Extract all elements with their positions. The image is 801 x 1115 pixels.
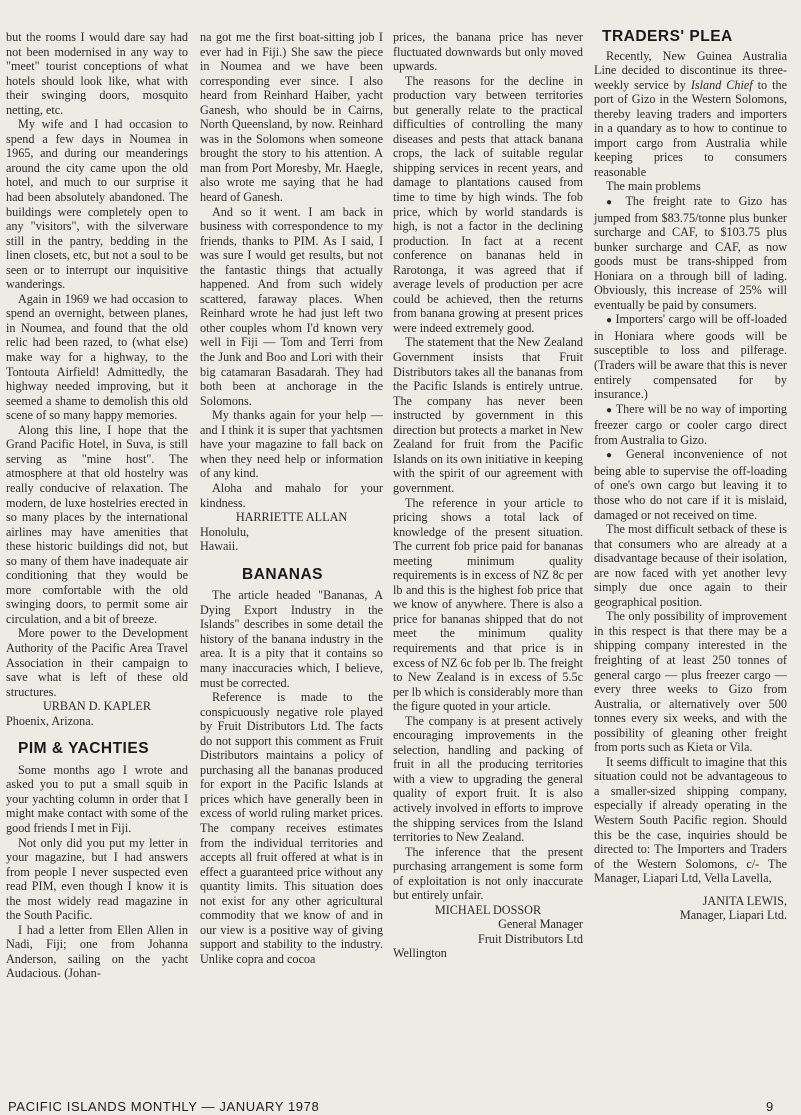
section-heading-pim-yachties: PIM & YACHTIES — [18, 740, 150, 758]
signature-place: Phoenix, Arizona. — [6, 713, 94, 728]
bullet-point: ● Importers' cargo will be off-loaded in Honiara where goods will be susceptible to loss and pilferage. (Traders will be aware that this is never entirely compensated for by insurance.) — [594, 312, 787, 401]
signature-name: MICHAEL DOSSOR — [434, 902, 542, 917]
column-2 — [200, 30, 383, 966]
letter-paragraph: My thanks again for your help — and I think it is super that yachtsmen have your magazine to fall back on when they need help or information of any kind. — [200, 408, 383, 481]
letter-paragraph: Some months ago I wrote and asked you to put a small squib in your yachting column in order that I might make contact with some of the good friends I met in Fiji. — [6, 762, 188, 835]
column-3 — [393, 30, 583, 961]
section-heading-bananas: BANANAS — [242, 565, 323, 583]
signature-name: URBAN D. KAPLER — [42, 699, 151, 714]
letter-paragraph: And so it went. I am back in business with correspondence to my friends, thanks to PIM. As I said, I was sure I would get results, but not the fantastic things that actually happened. And from such widely scattered, faraway places. When Reinhard wrote he had just left two other couples whom I'd known very well in Fiji — Tom and Terri from the Junk and Boo and Lori with their big catamaran Basadarah. They had both been at anchorage in the Solomons. — [200, 204, 383, 408]
section-heading-traders-plea: TRADERS' PLEA — [602, 28, 733, 45]
letter-paragraph: The article headed "Bananas, A Dying Export Industry in the Islands" describes in some detail the history of the banana industry in the area. It is a pity that it contains so many inaccuracies which, I believe, must be corrected. — [200, 588, 383, 690]
signature-name: HARRIETTE ALLAN — [235, 510, 348, 525]
letter-paragraph: Not only did you put my letter in your magazine, but I had answers from people I never suspected even read PIM, even though I know it is the most widely read magazine in the South Pacific. — [6, 835, 188, 923]
bullet-point: ● The freight rate to Gizo has jumped from $83.75/tonne plus bunker surcharge and CAF, to $103.75 plus bunker surcharge and CAF, as now goods must be trans-shipped from Honiara on a through bill of lading. Obviously, this increase of 25% will eventually be paid by consumers. — [594, 194, 787, 312]
letter-paragraph: The company is at present actively encouraging improvements in the selection, handling and packing of fruit in all the producing territories with a view to upgrading the general quality of export fruit. It is also actively involved in efforts to improve the shipping services from the Island territories to New Zealand. — [393, 713, 583, 845]
letter-paragraph: Reference is made to the conspicuously negative role played by Fruit Distributors Ltd. The facts do not support this comment as Fruit Distributors maintains a policy of purchasing all the bananas produced for export in the Pacific Islands at prices which have generally been in excess of world ruling market prices. The company receives estimates from the individual territories and accepts all fruit offered at what is in effect a guaranteed price without any quantity limits. This situation does not exist for any other agricultural commodity that we know of and in our view is a positive way of giving support and stability to the industry. Unlike copra and cocoa — [200, 690, 383, 966]
letter-paragraph: but the rooms I would dare say had not been modernised in any way to "meet" tourist conceptions of what hotels should look like, what with their swinging doors, mosquito netting, etc. — [6, 30, 188, 117]
letter-paragraph: Aloha and mahalo for your kindness. — [200, 480, 383, 510]
column-1 — [6, 30, 188, 981]
letter-paragraph: The inference that the present purchasing arrangement is some form of exploitation is not only inaccurate but entirely unfair. — [393, 844, 583, 903]
letter-paragraph — [594, 49, 787, 180]
letter-paragraph: The reference in your article to pricing shows a total lack of knowledge of the present situation. The current fob price paid for bananas meeting minimum quality requirements is in excess of NZ 8c per lb and this is the highest fob price that we know of anywhere. There is also a price for bananas shipped that do not meet the minimum quality requirements and that price is in excess of NZ 6c fob per lb. The freight to New Zealand is in excess of 5.5c per lb which is considerably more than the figure quoted in your article. — [393, 495, 583, 714]
signature-company: Fruit Distributors Ltd — [478, 931, 583, 946]
letter-paragraph: It seems difficult to imagine that this situation could not be advantageous to a smaller-sized shipping company, especially if already operating in the Western South Pacific region. Should this be the case, inquiries should be directed to: The Importers and Traders of the Western Solomons, c/- The Manager, Liapari Ltd, Vella Lavella, — [594, 754, 787, 886]
bullet-point: ● General inconvenience of not being able to supervise the off-loading of one's own cargo but leaving it to those who do not care if it is mislaid, damaged or not received on time. — [594, 447, 787, 522]
signature-title: Manager, Liapari Ltd. — [679, 908, 787, 923]
page-number: 9 — [766, 1099, 774, 1114]
letter-paragraph: The main problems — [606, 179, 701, 194]
letter-paragraph: My wife and I had occasion to spend a few days in Noumea in 1965, and during our meanderings around the city came upon the old hotel, and much to our surprise it had been absolutely abandoned. The buildings were completely open to any "visitors", with the silverware still in the pantry, bedding in the linen closets, etc, but not a soul to be seen or to interrupt our inquisitive wanderings. — [6, 117, 188, 292]
letter-paragraph: More power to the Development Authority of the Pacific Area Travel Association in their campaign to save what is left of these old structures. — [6, 626, 188, 699]
letter-paragraph: Again in 1969 we had occasion to spend an overnight, between planes, in Noumea, and found that the old relic had been razed, to (what else) make way for a highway, to the Tontouta Airfield! Admittedly, the highway needed improving, but it seemed a shame to demolish this old scene of so many happy memories. — [6, 291, 188, 423]
column-4 — [594, 30, 787, 923]
signature-title: General Manager — [498, 917, 583, 932]
text-run: to the port of Gizo in the Western Solomons, thereby leaving traders and importers in a quandary as to how to continue to import cargo from Australia while keeping prices to consumers reasonable — [594, 77, 788, 179]
letter-paragraph: prices, the banana price has never fluctuated downwards but only moved upwards. — [393, 30, 583, 74]
signature-name: JANITA LEWIS, — [702, 893, 787, 908]
signature-place: Wellington — [393, 946, 447, 961]
footer-publication: PACIFIC ISLANDS MONTHLY — JANUARY 1978 — [8, 1099, 320, 1114]
signature-place: Hawaii. — [200, 539, 239, 554]
bullet-point: ● There will be no way of importing freezer cargo or cooler cargo direct from Australia to Gizo. — [594, 402, 787, 448]
letter-paragraph: The statement that the New Zealand Government insists that Fruit Distributors takes all the bananas from the Pacific Islands is entirely untrue. The company has never been instructed by government in this direction but protects a market in New Zealand for fruit from the Pacific Islands on its own initiative in keeping with the spirit of our agreement with government. — [393, 335, 583, 495]
letter-paragraph: I had a letter from Ellen Allen in Nadi, Fiji; one from Johanna Anderson, sailing on the yacht Audacious. (Johan- — [6, 922, 188, 981]
letter-paragraph: The reasons for the decline in production vary between territories but generally relate to the practical difficulties of controlling the many diseases and pests that attack banana crops, the lack of suitable regular shipping services in recent years, and damage to plantations caused from time to time by high winds. The fob price, which by world standards is high, is not a factor in the declining production. In fact at a recent conference on bananas held in Rarotonga, it was agreed that if average levels of production per acre could be achieved, then the returns from banana growing at present prices were indeed extremely good. — [393, 73, 583, 335]
signature-place: Honolulu, — [200, 524, 250, 539]
letter-paragraph: The most difficult setback of these is that consumers who are already at a disadvantage because of their isolation, are now faced with yet another levy simply due once again to their geographical position. — [594, 522, 787, 609]
text-run: Recently, New Guinea Australia Line decided to discontinue its three-weekly service by — [594, 48, 787, 92]
letter-paragraph: Along this line, I hope that the Grand Pacific Hotel, in Suva, is still serving as "mine host". The atmosphere at that old hostelry was really conducive of relaxation. The modern, de luxe hostelries erected in so many places by the international airlines may have amenities that these historic buildings did not, but so many of them have inadequate air conditioning that they would be more comfortable with the old swinging doors, to permit some air circulation, and a bit of breeze. — [6, 422, 188, 626]
letter-paragraph: na got me the first boat-sitting job I ever had in Fiji.) She saw the piece in Noumea and we have been corresponding ever since. I also heard from Reinhard Haiber, yacht Ganesh, who should be in Cairns, North Queensland, by now. Reinhard was in the Solomons when someone brought the story to his attention. A man from Port Moresby, Mr. Haegle, also wrote me saying that he had heard of Ganesh. — [200, 30, 383, 205]
letter-paragraph: The only possibility of improvement in this respect is that there may be a shipping company interested in the freighting of at least 250 tonnes of general cargo — plus freezer cargo — every three weeks to Gizo from Australia, or alternatively over 500 tonnes every six weeks, and with the possibility of gleaning other freight from ports such as Kieta or Vila. — [594, 609, 787, 755]
ship-name: Island Chief — [690, 77, 753, 92]
